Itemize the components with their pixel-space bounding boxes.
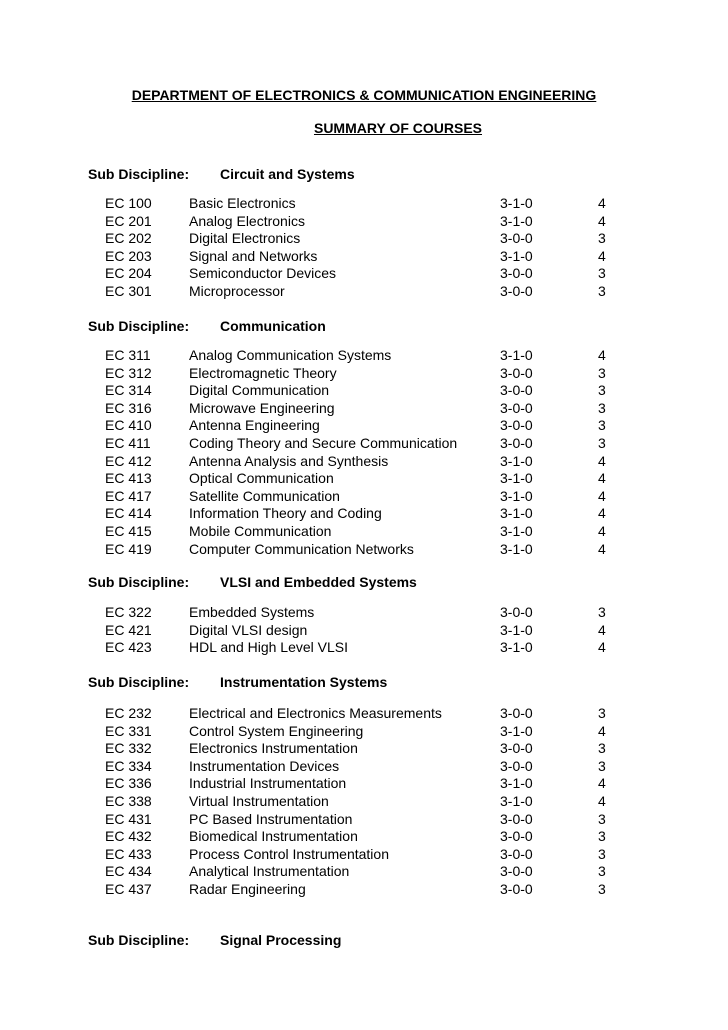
course-name: Analytical Instrumentation [189, 863, 350, 880]
course-credits: 4 [598, 195, 606, 211]
course-ltp: 3-1-0 [500, 195, 533, 211]
course-credits: 3 [598, 705, 606, 721]
course-code: EC 437 [105, 880, 152, 897]
course-credits: 3 [598, 282, 606, 299]
section-heading-communication [88, 317, 326, 335]
course-credits: 3 [598, 382, 606, 399]
course-row [0, 758, 728, 776]
course-row [0, 541, 728, 559]
course-name: Instrumentation Devices [189, 757, 340, 774]
course-code: EC 423 [105, 639, 152, 656]
course-row [0, 400, 728, 418]
course-row [0, 881, 728, 899]
course-ltp: 3-0-0 [500, 417, 533, 434]
course-name: Satellite Communication [189, 487, 340, 504]
course-code: EC 301 [105, 282, 152, 299]
course-list-instrumentation [0, 705, 728, 899]
course-code: EC 412 [105, 452, 152, 469]
course-name: Computer Communication Networks [189, 540, 414, 557]
course-code: EC 336 [105, 775, 152, 792]
course-name: Process Control Instrumentation [189, 845, 389, 862]
section-name: VLSI and Embedded Systems [220, 574, 417, 590]
course-credits: 3 [598, 880, 606, 897]
course-row [0, 347, 728, 365]
course-code: EC 201 [105, 212, 152, 229]
course-name: Analog Communication Systems [189, 347, 392, 363]
course-name: Microwave Engineering [189, 399, 335, 416]
course-ltp: 3-0-0 [500, 757, 533, 774]
course-row [0, 523, 728, 541]
course-name: Microprocessor [189, 282, 285, 299]
section-label: Sub Discipline: [88, 674, 190, 690]
course-code: EC 322 [105, 604, 152, 620]
course-credits: 4 [598, 639, 606, 656]
course-code: EC 203 [105, 247, 152, 264]
course-code: EC 413 [105, 470, 152, 487]
course-row [0, 639, 728, 657]
course-row [0, 811, 728, 829]
course-name: Biomedical Instrumentation [189, 828, 358, 845]
course-credits: 3 [598, 740, 606, 757]
course-credits: 3 [598, 845, 606, 862]
course-ltp: 3-0-0 [500, 845, 533, 862]
course-credits: 4 [598, 522, 606, 539]
course-credits: 4 [598, 621, 606, 638]
course-ltp: 3-0-0 [500, 382, 533, 399]
course-code: EC 332 [105, 740, 152, 757]
course-credits: 4 [598, 722, 606, 739]
course-credits: 3 [598, 828, 606, 845]
course-credits: 3 [598, 399, 606, 416]
course-ltp: 3-1-0 [500, 792, 533, 809]
course-row [0, 213, 728, 231]
course-name: Electromagnetic Theory [189, 364, 337, 381]
course-name: HDL and High Level VLSI [189, 639, 349, 656]
course-credits: 3 [598, 810, 606, 827]
course-code: EC 312 [105, 364, 152, 381]
summary-title [0, 120, 728, 136]
course-row [0, 740, 728, 758]
course-name: Information Theory and Coding [189, 505, 382, 522]
course-code: EC 232 [105, 705, 152, 721]
course-name: Electrical and Electronics Measurements [189, 705, 442, 721]
course-credits: 3 [598, 434, 606, 451]
course-ltp: 3-0-0 [500, 230, 533, 247]
course-name: Virtual Instrumentation [189, 792, 329, 809]
course-row [0, 195, 728, 213]
course-ltp: 3-1-0 [500, 722, 533, 739]
course-code: EC 431 [105, 810, 152, 827]
course-credits: 4 [598, 247, 606, 264]
course-name: Antenna Engineering [189, 417, 320, 434]
course-code: EC 410 [105, 417, 152, 434]
course-credits: 4 [598, 792, 606, 809]
course-credits: 3 [598, 265, 606, 282]
section-label: Sub Discipline: [88, 932, 190, 948]
course-name: Radar Engineering [189, 880, 306, 897]
course-list-circuit-systems [0, 195, 728, 301]
section-heading-vlsi-embedded [88, 573, 417, 591]
course-ltp: 3-1-0 [500, 212, 533, 229]
course-row [0, 705, 728, 723]
course-credits: 4 [598, 452, 606, 469]
course-ltp: 3-0-0 [500, 828, 533, 845]
section-name: Communication [220, 318, 326, 334]
summary-title-text: SUMMARY OF COURSES [313, 120, 482, 136]
course-credits: 3 [598, 863, 606, 880]
course-row [0, 435, 728, 453]
course-ltp: 3-0-0 [500, 740, 533, 757]
course-ltp: 3-0-0 [500, 399, 533, 416]
course-name: Digital VLSI design [189, 621, 308, 638]
course-credits: 3 [598, 364, 606, 381]
course-row [0, 488, 728, 506]
course-ltp: 3-0-0 [500, 282, 533, 299]
course-row [0, 230, 728, 248]
section-heading-signal-processing [88, 931, 341, 949]
course-credits: 3 [598, 604, 606, 620]
course-ltp: 3-1-0 [500, 505, 533, 522]
course-credits: 3 [598, 417, 606, 434]
course-name: Semiconductor Devices [189, 265, 337, 282]
course-name: Industrial Instrumentation [189, 775, 347, 792]
course-row [0, 846, 728, 864]
section-heading-instrumentation [88, 673, 387, 691]
course-code: EC 421 [105, 621, 152, 638]
course-row [0, 622, 728, 640]
course-ltp: 3-1-0 [500, 452, 533, 469]
course-name: Antenna Analysis and Synthesis [189, 452, 389, 469]
course-name: Control System Engineering [189, 722, 364, 739]
course-row [0, 417, 728, 435]
section-label: Sub Discipline: [88, 574, 190, 590]
course-credits: 4 [598, 540, 606, 557]
course-row [0, 505, 728, 523]
course-code: EC 415 [105, 522, 152, 539]
course-code: EC 202 [105, 230, 152, 247]
course-name: Coding Theory and Secure Communication [189, 434, 458, 451]
course-ltp: 3-1-0 [500, 540, 533, 557]
section-name: Signal Processing [220, 932, 342, 948]
course-ltp: 3-1-0 [500, 775, 533, 792]
section-heading-circuit-systems [88, 165, 355, 183]
course-ltp: 3-0-0 [500, 705, 533, 721]
course-row [0, 453, 728, 471]
course-code: EC 334 [105, 757, 152, 774]
section-name: Circuit and Systems [220, 166, 355, 182]
section-label: Sub Discipline: [88, 166, 190, 182]
course-name: Mobile Communication [189, 522, 332, 539]
course-name: Signal and Networks [189, 247, 318, 264]
course-row [0, 382, 728, 400]
course-ltp: 3-0-0 [500, 364, 533, 381]
course-ltp: 3-0-0 [500, 863, 533, 880]
course-credits: 3 [598, 230, 606, 247]
course-name: Optical Communication [189, 470, 334, 487]
course-code: EC 434 [105, 863, 152, 880]
course-code: EC 338 [105, 792, 152, 809]
course-code: EC 417 [105, 487, 152, 504]
course-code: EC 314 [105, 382, 152, 399]
course-name: Basic Electronics [189, 195, 296, 211]
course-ltp: 3-0-0 [500, 604, 533, 620]
course-ltp: 3-0-0 [500, 880, 533, 897]
course-list-communication [0, 347, 728, 558]
course-row [0, 828, 728, 846]
course-list-vlsi-embedded [0, 604, 728, 657]
course-ltp: 3-1-0 [500, 470, 533, 487]
course-ltp: 3-1-0 [500, 621, 533, 638]
course-name: Digital Communication [189, 382, 330, 399]
course-name: Embedded Systems [189, 604, 315, 620]
course-credits: 4 [598, 212, 606, 229]
course-row [0, 283, 728, 301]
course-ltp: 3-0-0 [500, 265, 533, 282]
course-code: EC 204 [105, 265, 152, 282]
course-row [0, 793, 728, 811]
course-row [0, 604, 728, 622]
section-label: Sub Discipline: [88, 318, 190, 334]
department-title: DEPARTMENT OF ELECTRONICS & COMMUNICATION ENGINEERING [131, 87, 597, 103]
course-code: EC 311 [105, 347, 151, 363]
course-name: Digital Electronics [189, 230, 301, 247]
course-row [0, 365, 728, 383]
course-row [0, 863, 728, 881]
course-code: EC 100 [105, 195, 152, 211]
course-row [0, 470, 728, 488]
course-code: EC 419 [105, 540, 152, 557]
course-code: EC 433 [105, 845, 152, 862]
course-ltp: 3-1-0 [500, 247, 533, 264]
course-credits: 4 [598, 470, 606, 487]
course-credits: 3 [598, 757, 606, 774]
course-ltp: 3-1-0 [500, 487, 533, 504]
course-ltp: 3-1-0 [500, 522, 533, 539]
section-name: Instrumentation Systems [220, 674, 388, 690]
course-credits: 4 [598, 505, 606, 522]
course-code: EC 432 [105, 828, 152, 845]
course-credits: 4 [598, 775, 606, 792]
course-code: EC 316 [105, 399, 152, 416]
course-code: EC 414 [105, 505, 152, 522]
course-row [0, 265, 728, 283]
course-credits: 4 [598, 347, 606, 363]
course-row [0, 775, 728, 793]
course-code: EC 331 [105, 722, 152, 739]
course-row [0, 723, 728, 741]
course-name: PC Based Instrumentation [189, 810, 353, 827]
course-name: Analog Electronics [189, 212, 305, 229]
course-ltp: 3-1-0 [500, 347, 533, 363]
course-row [0, 248, 728, 266]
course-ltp: 3-0-0 [500, 434, 533, 451]
course-ltp: 3-0-0 [500, 810, 533, 827]
course-name: Electronics Instrumentation [189, 740, 358, 757]
course-ltp: 3-1-0 [500, 639, 533, 656]
course-code: EC 411 [105, 434, 151, 451]
course-credits: 4 [598, 487, 606, 504]
